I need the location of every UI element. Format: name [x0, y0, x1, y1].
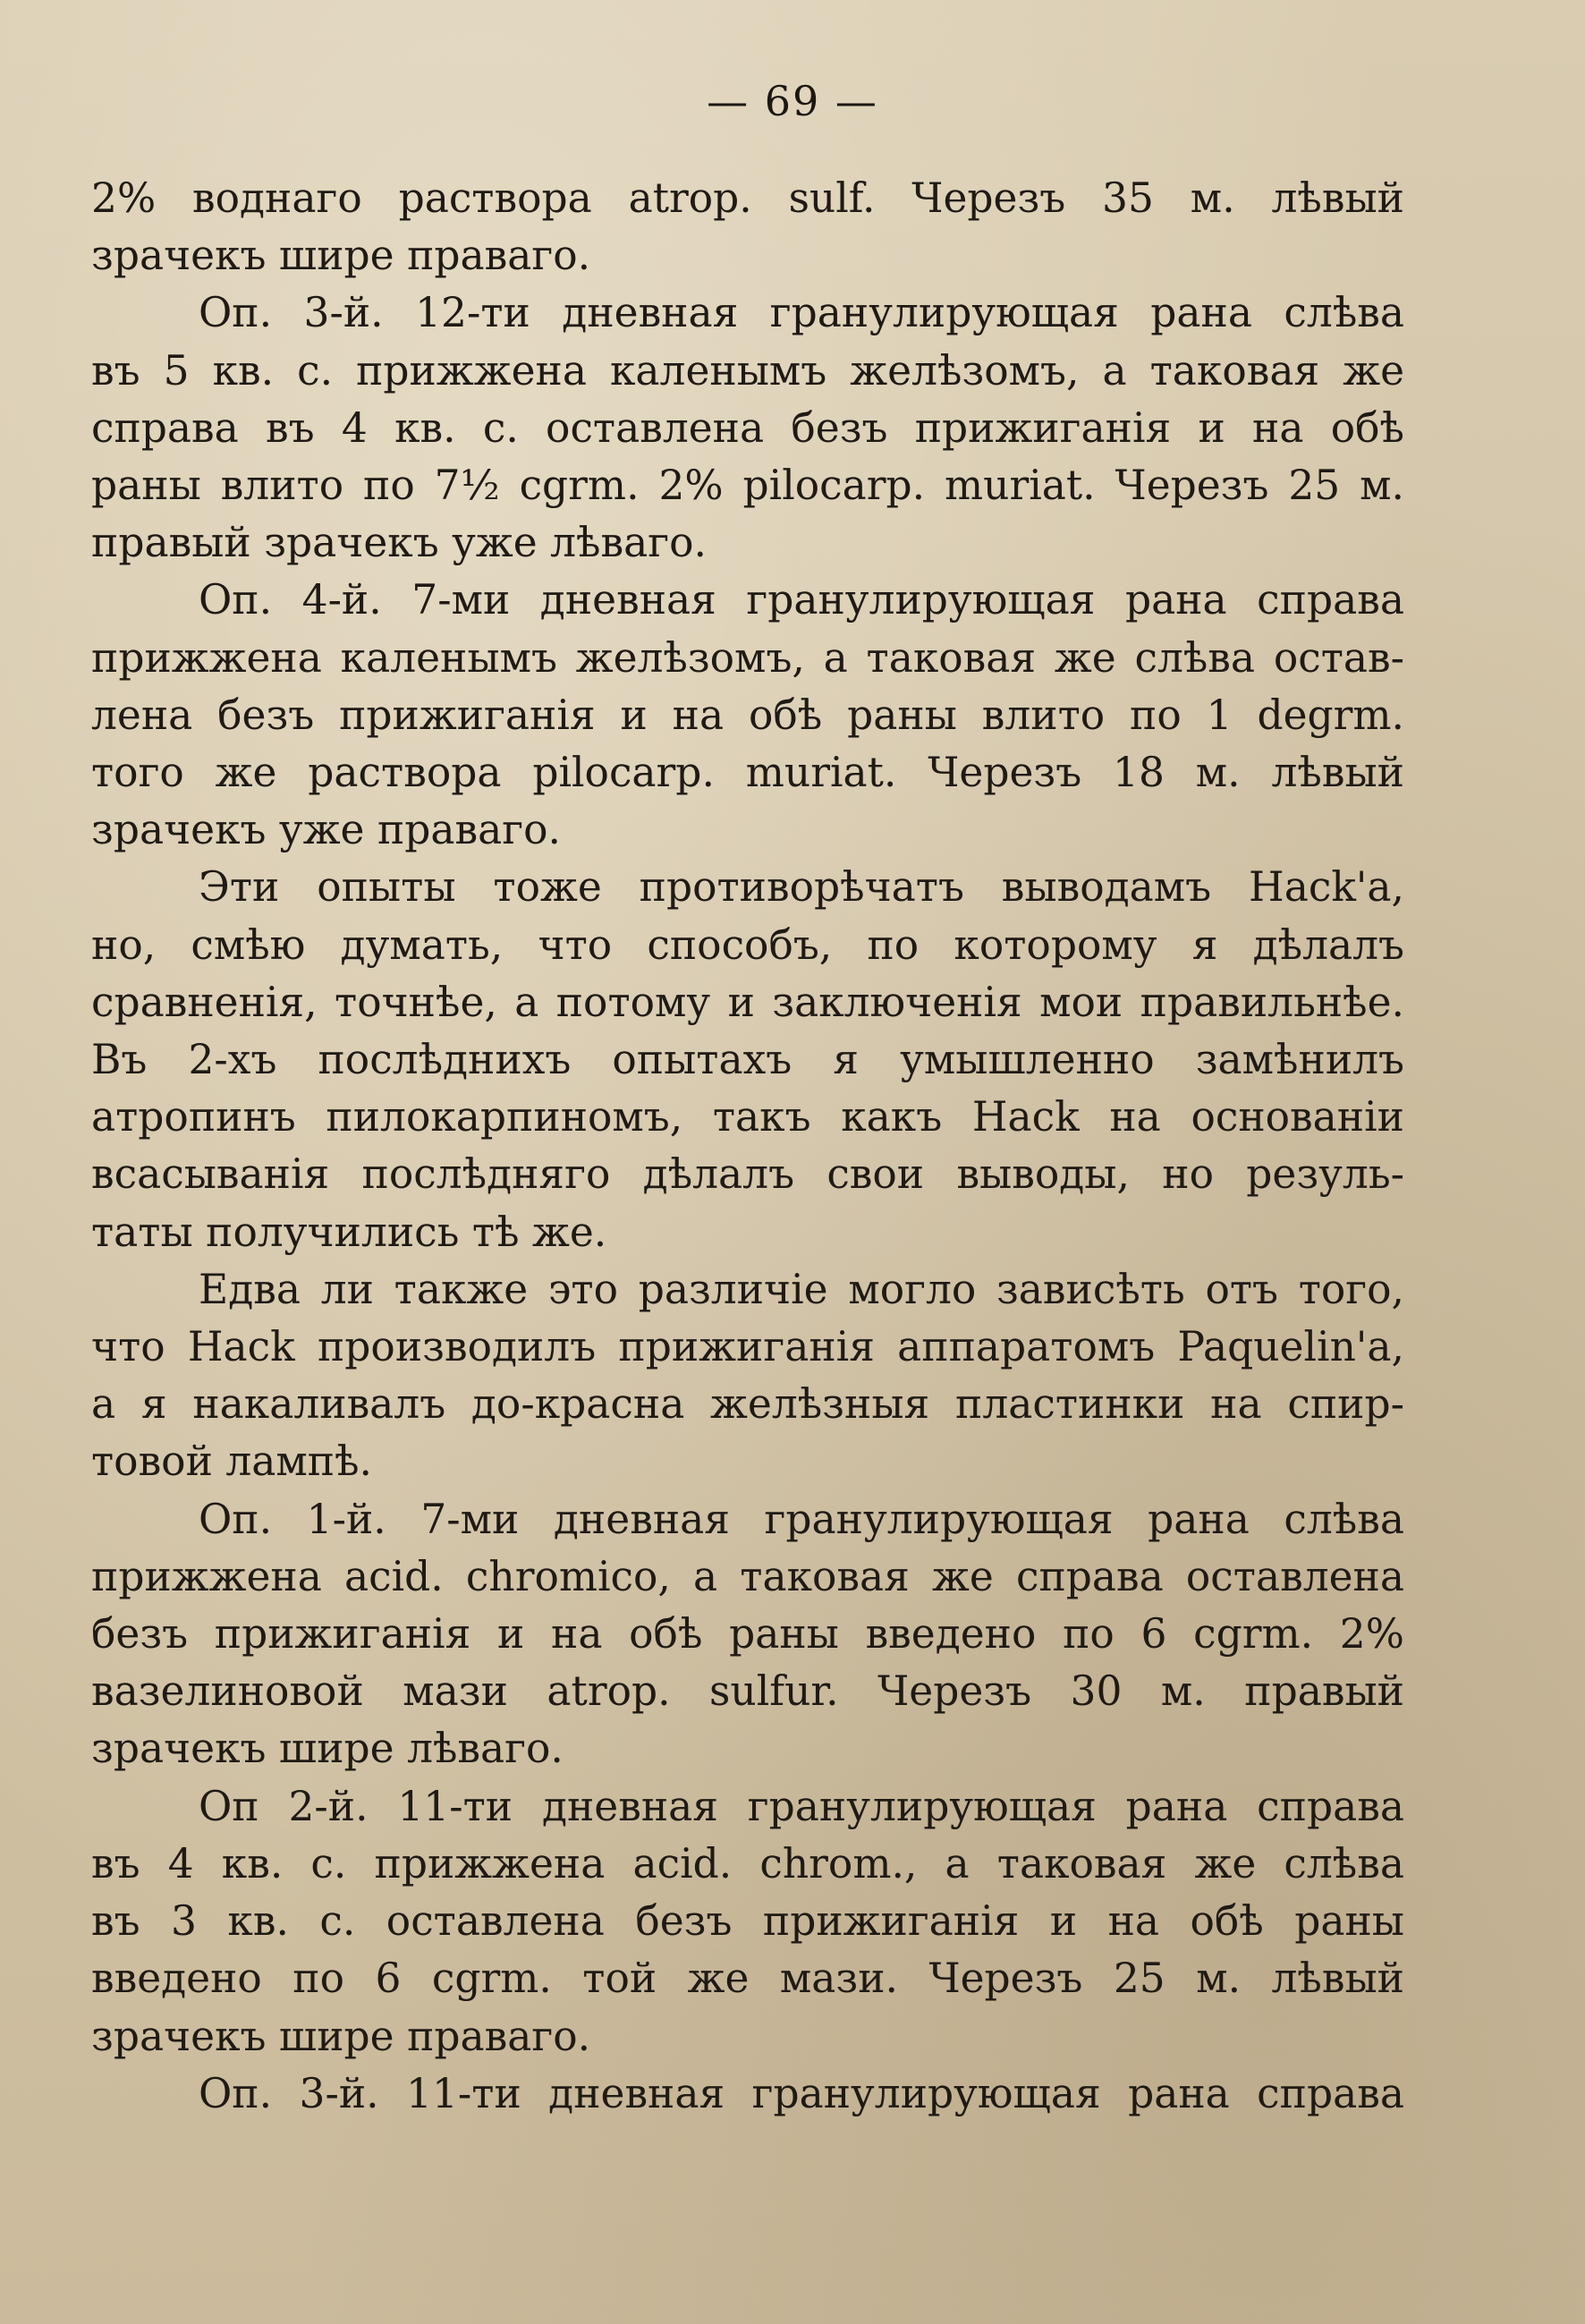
text-line: Оп. 3-й. 11-ти дневная гранулирующая рана справа	[199, 2069, 1404, 2117]
text-line: Въ 2-хъ послѣднихъ опытахъ я умышленно замѣнилъ	[91, 1036, 1404, 1084]
text-line: таты получились тѣ же.	[91, 1208, 607, 1256]
text-line: вазелиновой мази atrop. sulfur. Черезъ 30 м. правый	[91, 1667, 1404, 1716]
paragraph	[91, 170, 1404, 284]
text-line: лена безъ прижиганія и на обѣ раны влито по 1 degrm.	[91, 691, 1404, 739]
text-line: сравненія, точнѣе, а потому и заключенія мои правильнѣе.	[91, 978, 1404, 1026]
body-text	[91, 170, 1404, 2123]
text-line: а я накаливалъ до-красна желѣзныя пластинки на спир-	[91, 1380, 1404, 1429]
text-line: 2% воднаго раствора atrop. sulf. Черезъ 35 м. лѣвый	[91, 174, 1404, 222]
text-line: зрачекъ шире праваго.	[91, 2012, 591, 2060]
text-line: Эти опыты тоже противорѣчатъ выводамъ Hack'a,	[199, 863, 1404, 912]
text-line: Оп. 3-й. 12-ти дневная гранулирующая рана слѣва	[199, 289, 1404, 337]
paragraph	[91, 1261, 1404, 1491]
paragraph	[91, 1491, 1404, 1778]
text-line: Оп. 4-й. 7-ми дневная гранулирующая рана справа	[199, 576, 1404, 624]
page-number: — 69 —	[707, 77, 878, 125]
text-line: товой лампѣ.	[91, 1438, 373, 1486]
text-line: въ 5 кв. с. прижжена каленымъ желѣзомъ, а таковая же	[91, 346, 1404, 394]
text-line: справа въ 4 кв. с. оставлена безъ прижиганія и на обѣ	[91, 403, 1404, 452]
text-line: правый зрачекъ уже лѣваго.	[91, 519, 707, 567]
text-line: Оп 2-й. 11-ти дневная гранулирующая рана справа	[199, 1782, 1404, 1830]
text-line: зрачекъ шире праваго.	[91, 232, 591, 280]
paragraph	[91, 284, 1404, 572]
paragraph	[91, 859, 1404, 1260]
text-line: въ 3 кв. с. оставлена безъ прижиганія и на обѣ раны	[91, 1897, 1404, 1946]
text-line: зрачекъ шире лѣваго.	[91, 1725, 564, 1773]
text-line: безъ прижиганія и на обѣ раны введено по 6 cgrm. 2%	[91, 1610, 1404, 1658]
text-line: но, смѣю думать, что способъ, по которому я дѣлалъ	[91, 920, 1404, 969]
paragraph	[91, 1778, 1404, 2065]
text-line: въ 4 кв. с. прижжена acid. chrom., а таковая же слѣва	[91, 1839, 1404, 1887]
text-line: атропинъ пилокарпиномъ, такъ какъ Hack на основаніи	[91, 1093, 1404, 1141]
text-line: всасыванія послѣдняго дѣлалъ свои выводы, но резуль-	[91, 1150, 1404, 1199]
text-line: раны влито по 7½ cgrm. 2% pilocarp. muriat. Черезъ 25 м.	[91, 462, 1404, 510]
text-line: Едва ли также это различіе могло зависѣть отъ того,	[199, 1265, 1404, 1313]
paragraph	[91, 572, 1404, 859]
text-line: введено по 6 cgrm. той же мази. Черезъ 25 м. лѣвый	[91, 1955, 1404, 2003]
paragraph	[91, 2065, 1404, 2123]
text-line: что Hack производилъ прижиганія аппаратомъ Paquelin'a,	[91, 1323, 1404, 1371]
text-line: зрачекъ уже праваго.	[91, 806, 561, 854]
text-line: того же раствора pilocarp. muriat. Черезъ 18 м. лѣвый	[91, 749, 1404, 797]
text-line: прижжена каленымъ желѣзомъ, а таковая же слѣва остав-	[91, 633, 1404, 682]
text-line: прижжена acid. chromico, а таковая же справа оставлена	[91, 1552, 1404, 1600]
text-line: Оп. 1-й. 7-ми дневная гранулирующая рана слѣва	[199, 1495, 1404, 1543]
